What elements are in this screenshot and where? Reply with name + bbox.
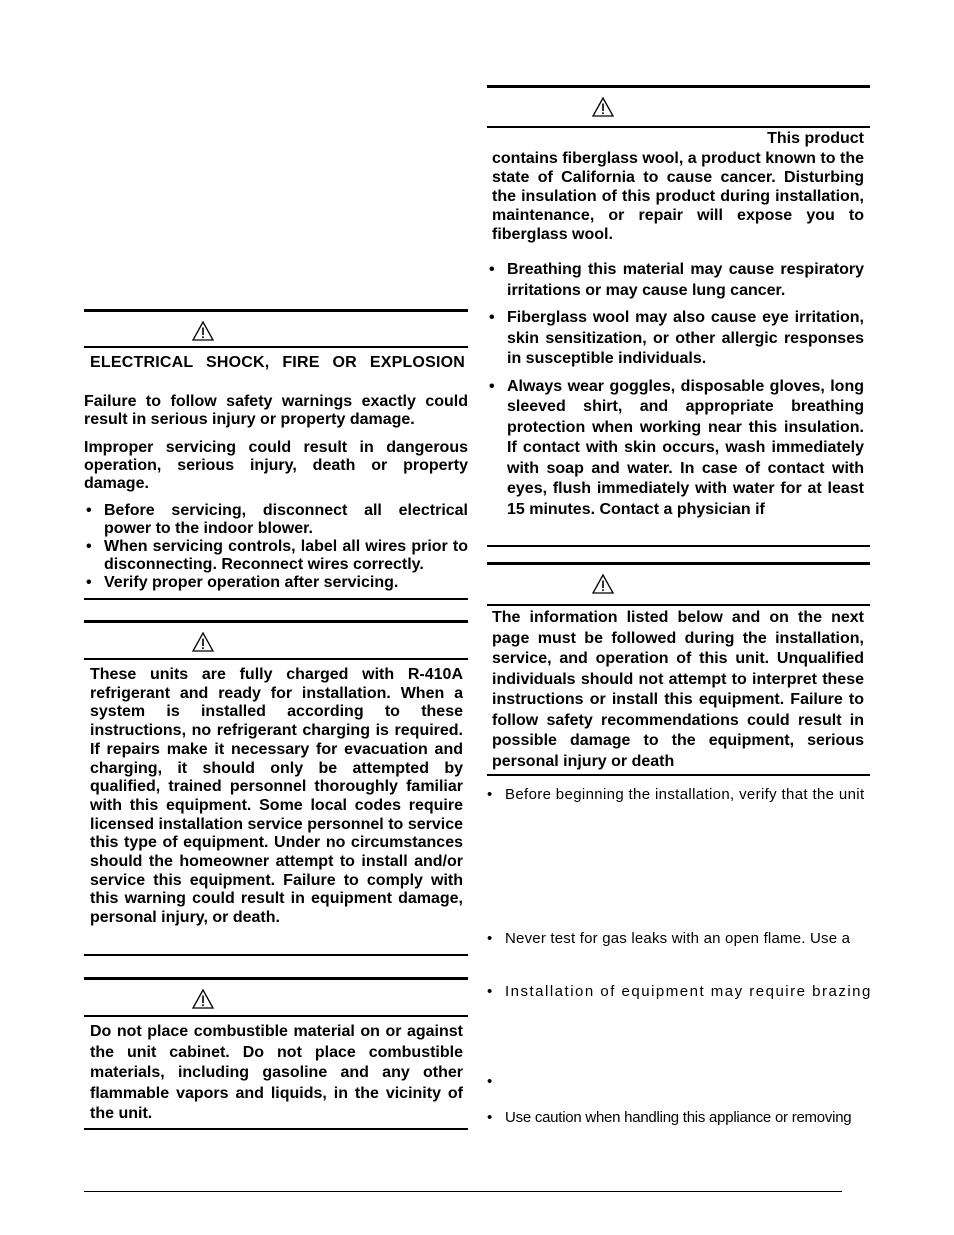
fiberglass-box-lead: This product	[767, 130, 864, 147]
electrical-box-bottom-rule	[84, 598, 468, 600]
list-item: • Use caution when handling this appliance or removing	[487, 1109, 852, 1126]
warning-triangle-icon	[192, 988, 214, 1010]
list-item: • Before beginning the installation, verify that the unit	[487, 786, 865, 803]
electrical-box-heading-rule	[84, 346, 468, 348]
refrigerant-box-heading-rule	[84, 658, 468, 660]
refrigerant-box-bottom-rule	[84, 954, 468, 956]
list-item: • Fiberglass wool may also cause eye irritation, skin sensitization, or other allergic responses in susceptible individuals.	[487, 308, 864, 370]
combustible-box-bottom-rule	[84, 1128, 468, 1130]
bullet-icon: •	[487, 1109, 493, 1126]
list-item: • Installation of equipment may require brazing	[487, 983, 872, 1000]
list-item: • Never test for gas leaks with an open flame. Use a	[487, 930, 851, 947]
bullet-icon: •	[487, 1073, 493, 1090]
combustible-box-text: Do not place combustible material on or against the unit cabinet. Do not place combustible materials, including gasoline and any other flammable vapors and liquids, in the vicinity of the unit.	[90, 1023, 463, 1122]
bullet-icon: •	[487, 786, 493, 803]
list-item: • Breathing this material may cause respiratory irritations or may cause lung cancer.	[487, 260, 864, 301]
fiberglass-box-bottom-rule	[487, 545, 870, 547]
warning-triangle-icon	[592, 96, 614, 118]
electrical-box-heading: ELECTRICAL SHOCK, FIRE OR EXPLOSION	[90, 354, 465, 371]
electrical-box-bullets	[84, 502, 468, 592]
refrigerant-box-text: These units are fully charged with R-410A refrigerant and ready for installation. When a system is installed according to these instructions, no refrigerant charging is required. If repairs make it necessary for evacuation and charging, it should only be attempted by qualified, trained personnel thoroughly familiar with this equipment. Some local codes require licensed installation service personnel to service this type of equipment. Under no circumstances should the homeowner attempt to install and/or service this equipment. Failure to comply with this warning could result in equipment damage, personal injury, or death.	[90, 666, 463, 927]
fiberglass-box-text: contains fiberglass wool, a product known to the state of California to cause cancer. Disturbing the insulation of this product during installation, maintenance, or repair will expose you to fiberglass wool.	[492, 150, 864, 243]
warning-triangle-icon	[192, 320, 214, 342]
list-item: • Always wear goggles, disposable gloves, long sleeved shirt, and appropriate breathing protection when working near this insulation. If contact with skin occurs, wash immediately with soap and water. In case of contact with eyes, flush immediately with water for at least 15 minutes. Contact a physician if	[487, 377, 864, 499]
list-item: • When servicing controls, label all wires prior to disconnecting. Reconnect wires correctly.	[84, 538, 468, 574]
warning-triangle-icon	[192, 631, 214, 653]
info-box-top-rule	[487, 562, 870, 565]
fiberglass-box-heading-rule	[487, 126, 870, 128]
list-item: • Before servicing, disconnect all electrical power to the indoor blower.	[84, 502, 468, 538]
fiberglass-box-top-rule	[487, 85, 870, 88]
list-item: • Verify proper operation after servicing.	[84, 574, 468, 592]
footer-rule	[84, 1191, 842, 1192]
list-item	[487, 1073, 870, 1091]
refrigerant-box-top-rule	[84, 620, 468, 623]
bullet-icon: •	[487, 930, 493, 947]
electrical-box-para1: Failure to follow safety warnings exactly could result in serious injury or property damage.	[84, 393, 468, 428]
info-box-text: The information listed below and on the next page must be followed during the installation, service, and operation of this unit. Unqualified individuals should not attempt to interpret these instructions or install this equipment. Failure to follow safety recommendations could result in possible damage to the equipment, serious personal injury or death	[492, 609, 864, 770]
fiberglass-box-bullets	[487, 260, 864, 518]
warning-triangle-icon	[592, 573, 614, 595]
electrical-box-top-rule	[84, 309, 468, 312]
info-box-bottom-rule	[487, 774, 870, 776]
electrical-box-para2: Improper servicing could result in dangerous operation, serious injury, death or property damage.	[84, 439, 468, 492]
combustible-box-heading-rule	[84, 1015, 468, 1017]
combustible-box-top-rule	[84, 977, 468, 980]
bullet-icon: •	[487, 983, 494, 1000]
info-box-heading-rule	[487, 604, 870, 606]
